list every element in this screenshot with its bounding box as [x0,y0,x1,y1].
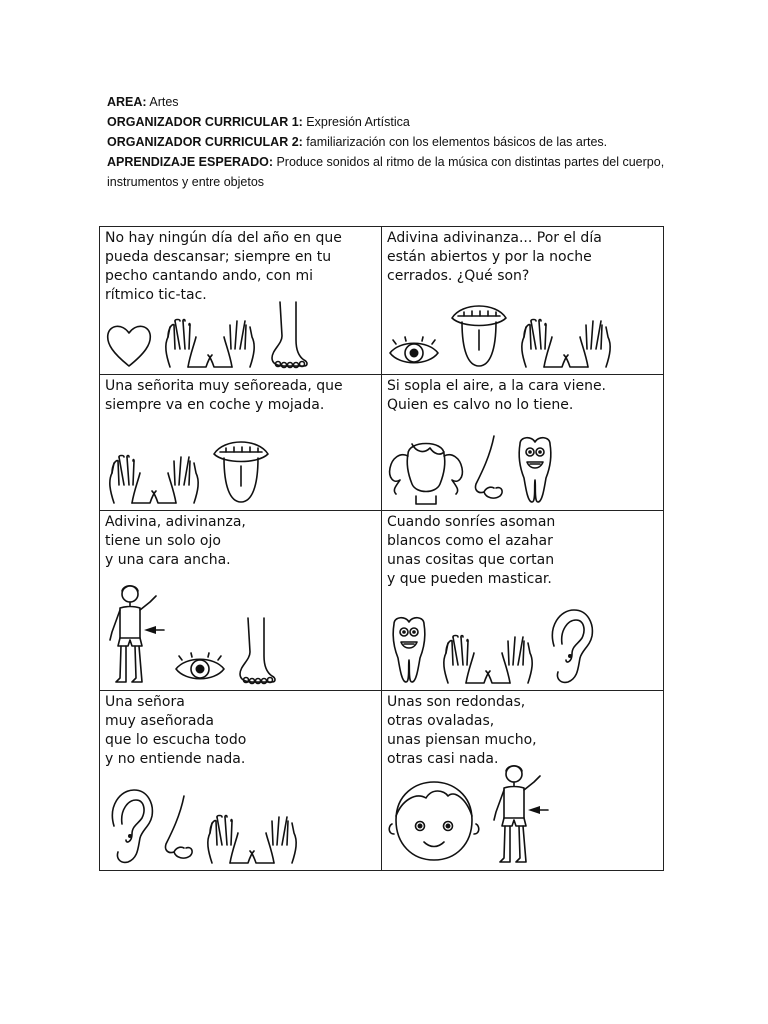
worksheet-header [107,92,687,192]
organizer-1-label: ORGANIZADOR CURRICULAR 1: [107,115,303,129]
nose-icon [162,794,196,866]
riddle-text: Cuando sonríes asoman blancos como el azahar unas cositas que cortan y que pueden masticar. [387,514,556,587]
area-label: AREA: [107,95,147,109]
picture-row [104,436,377,506]
nose-icon [472,434,506,506]
riddle-cell [382,227,664,375]
riddle-cell [100,511,382,691]
heart-icon [104,320,154,370]
area-row [107,92,687,112]
riddle-text: Si sopla el aire, a la cara viene. Quien es calvo no lo tiene. [387,378,607,413]
riddle-table [99,226,664,871]
boy-face-icon [386,776,482,866]
tooth-icon [386,614,432,686]
picture-row [104,786,377,866]
hands-icon [516,315,616,370]
eye-icon [386,336,442,370]
riddle-cell [382,511,664,691]
expected-learning-label: APRENDIZAJE ESPERADO: [107,155,273,169]
area-value: Artes [146,95,179,109]
foot-icon [234,616,279,686]
ear-icon [544,606,596,686]
tooth-icon [512,434,558,506]
eye-icon [172,652,228,686]
picture-row [104,300,377,370]
riddle-cell [100,691,382,871]
organizer-2-row [107,132,687,152]
riddle-cell [100,375,382,511]
picture-row [386,300,659,370]
picture-row [386,762,659,866]
foot-icon [266,300,311,370]
riddle-cell [100,227,382,375]
mouth-tongue-icon [210,436,272,506]
riddle-text: Adivina adivinanza... Por el día están abiertos y por la noche cerrados. ¿Qué son? [387,230,602,284]
mouth-tongue-icon [448,300,510,370]
riddle-text: Una señorita muy señoreada, que siempre va en coche y mojada. [105,378,343,413]
picture-row [386,606,659,686]
riddle-cell [382,375,664,511]
girl-hair-icon [386,434,466,506]
expected-learning-row [107,152,687,192]
boy-body-icon [104,582,166,686]
picture-row [386,434,659,506]
riddle-text: Unas son redondas, otras ovaladas, unas piensan mucho, otras casi nada. [387,694,537,767]
ear-icon [104,786,156,866]
riddle-text: No hay ningún día del año en que pueda descansar; siempre en tu pecho cantando ando, con mi rítmico tic-tac. [105,230,342,303]
hands-icon [438,631,538,686]
picture-row [104,582,377,686]
boy-body-icon [488,762,550,866]
organizer-2-value: familiarización con los elementos básicos de las artes. [302,135,608,149]
riddle-cell [382,691,664,871]
hands-icon [202,811,302,866]
hands-icon [160,315,260,370]
organizer-1-value: Expresión Artística [302,115,410,129]
organizer-2-label: ORGANIZADOR CURRICULAR 2: [107,135,303,149]
hands-icon [104,451,204,506]
riddle-text: Una señora muy aseñorada que lo escucha todo y no entiende nada. [105,694,247,767]
expected-learning-value: Produce sonidos al ritmo de la música con distintas partes del cuerpo, instrumentos y entre objetos [107,155,665,189]
organizer-1-row [107,112,687,132]
riddle-text: Adivina, adivinanza, tiene un solo ojo y una cara ancha. [105,514,246,568]
